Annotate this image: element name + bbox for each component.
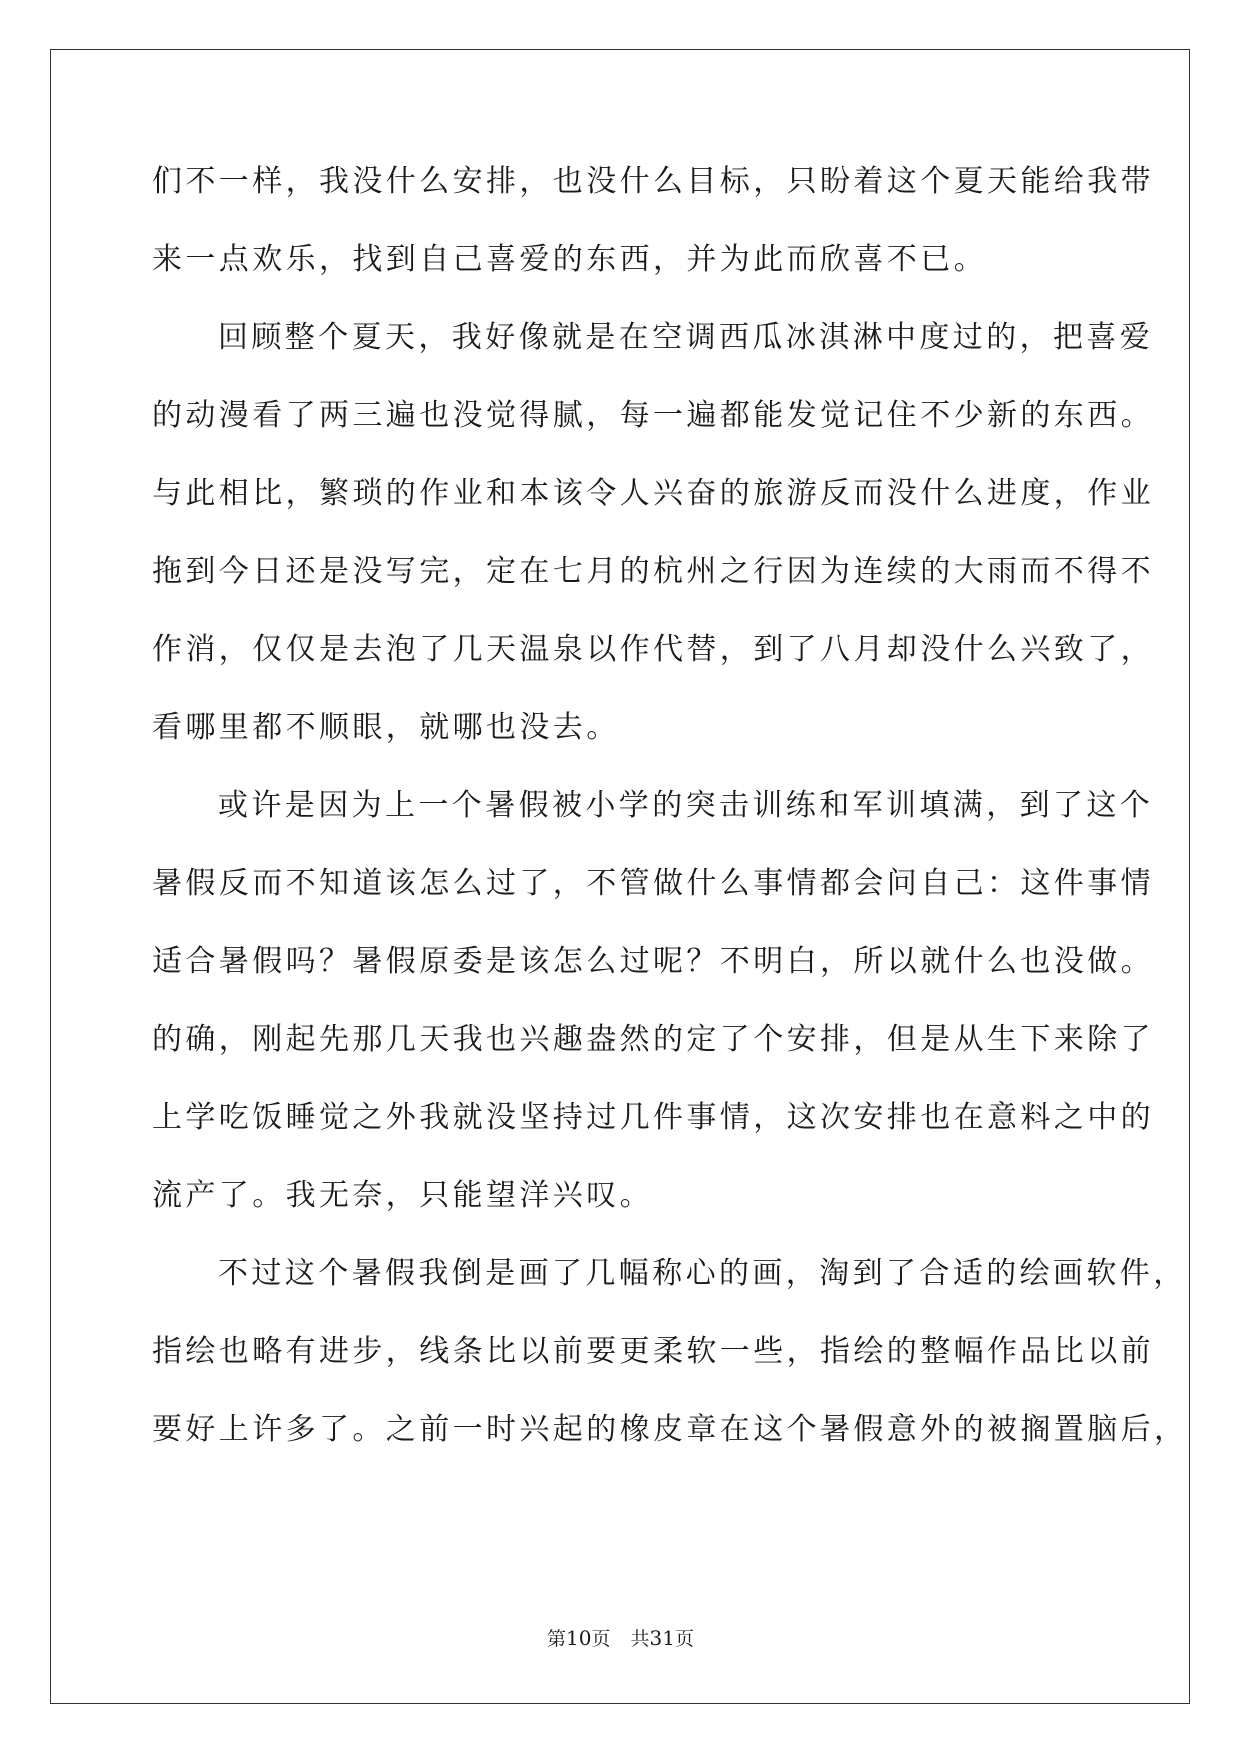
text-line: 拖到今日还是没写完，定在七月的杭州之行因为连续的大雨而不得不 — [152, 554, 1154, 589]
text-line: 作消，仅仅是去泡了几天温泉以作代替，到了八月却没什么兴致了， — [152, 632, 1154, 667]
page-number: 10 — [566, 1626, 592, 1650]
page-prefix: 第 — [547, 1628, 567, 1650]
text-line: 的确，刚起先那几天我也兴趣盎然的定了个安排，但是从生下来除了 — [152, 1022, 1154, 1057]
text-line: 的动漫看了两三遍也没觉得腻，每一遍都能发觉记住不少新的东西。 — [152, 398, 1154, 433]
paragraph-start-line: 或许是因为上一个暑假被小学的突击训练和军训填满，到了这个 — [218, 788, 1154, 823]
text-line: 适合暑假吗？暑假原委是该怎么过呢？不明白，所以就什么也没做。 — [152, 944, 1154, 979]
total-suffix: 页 — [674, 1628, 694, 1650]
text-line: 们不一样，我没什么安排，也没什么目标，只盼着这个夏天能给我带 — [152, 164, 1154, 199]
text-line: 指绘也略有进步，线条比以前要更柔软一些，指绘的整幅作品比以前 — [152, 1334, 1154, 1369]
text-line: 要好上许多了。之前一时兴起的橡皮章在这个暑假意外的被搁置脑后， — [152, 1412, 1188, 1447]
paragraph-start-line: 不过这个暑假我倒是画了几幅称心的画，淘到了合适的绘画软件， — [218, 1256, 1187, 1291]
page-suffix: 页 — [591, 1628, 611, 1650]
text-line: 来一点欢乐，找到自己喜爱的东西，并为此而欣喜不已。 — [152, 242, 987, 277]
paragraph-start-line: 回顾整个夏天，我好像就是在空调西瓜冰淇淋中度过的，把喜爱 — [218, 320, 1154, 355]
text-line: 流产了。我无奈，只能望洋兴叹。 — [152, 1178, 653, 1213]
text-line: 暑假反而不知道该怎么过了，不管做什么事情都会问自己：这件事情 — [152, 866, 1154, 901]
text-line: 上学吃饭睡觉之外我就没坚持过几件事情，这次安排也在意料之中的 — [152, 1100, 1154, 1135]
text-line: 看哪里都不顺眼，就哪也没去。 — [152, 710, 620, 745]
total-pages: 31 — [649, 1626, 675, 1650]
document-body — [152, 162, 1188, 1488]
total-prefix: 共 — [630, 1628, 650, 1650]
page-footer — [0, 1624, 1241, 1651]
text-line: 与此相比，繁琐的作业和本该令人兴奋的旅游反而没什么进度，作业 — [152, 476, 1154, 511]
